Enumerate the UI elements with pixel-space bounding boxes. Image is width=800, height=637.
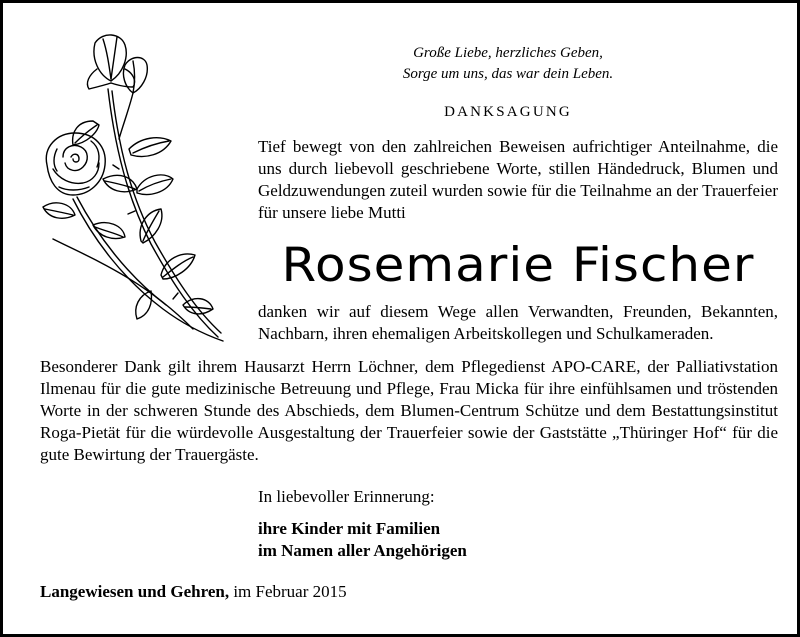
place-name: Langewiesen und Gehren, xyxy=(40,582,230,601)
thanks-paragraph: danken wir auf diesem Wege allen Verwandten, Freunden, Bekannten, Nachbarn, ihren ehemaligen Arbeitskollegen und Schulkameraden. xyxy=(258,302,778,343)
date-text: im Februar 2015 xyxy=(233,582,347,601)
poem-line-1: Große Liebe, herzliches Geben, xyxy=(413,45,603,61)
signers xyxy=(258,518,758,562)
deceased-name: Rosemarie Fischer xyxy=(281,237,755,293)
poem-line-2: Sorge um uns, das war dein Leben. xyxy=(402,66,614,82)
memory-line: In liebevoller Erinnerung: xyxy=(258,487,435,506)
poem-verse xyxy=(293,43,723,85)
place-date xyxy=(40,581,640,603)
signers-line-2: im Namen aller Angehörigen xyxy=(258,541,467,560)
special-thanks-paragraph: Besonderer Dank gilt ihrem Hausarzt Herrn Löchner, dem Pflegedienst APO-CARE, der Palliativstation Ilmenau für die gute medizinische Betreuung und Pflege, Frau Micka für ihre einfühlsamen und tröstenden Worte in der schweren Stunde des Abschieds, dem Blumen-Centrum Schütze und dem Bestattungsinstitut Roga-Pietät für die würdevolle Ausgestaltung der Trauerfeier sowie der Gaststätte „Thüringer Hof“ für die gute Bewirtung der Trauergäste. xyxy=(40,357,778,464)
signers-line-1: ihre Kinder mit Familien xyxy=(258,519,441,538)
page-title: DANKSAGUNG xyxy=(444,104,572,120)
intro-paragraph: Tief bewegt von den zahlreichen Beweisen aufrichtiger Anteilnahme, die uns durch liebevoll geschriebene Worte, stillen Händedruck, Blumen und Geldzuwendungen zuteil wurden sowie für die Teilnahme an der Trauerfeier für unsere liebe Mutti xyxy=(258,137,778,222)
rose-illustration-icon xyxy=(33,29,228,349)
